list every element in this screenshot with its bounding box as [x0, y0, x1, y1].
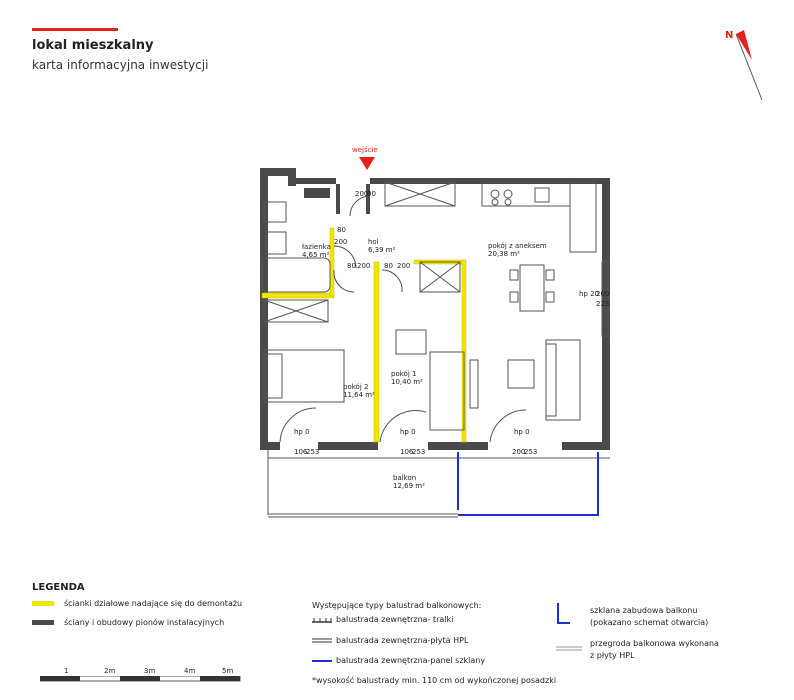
balustrade-lines: [268, 514, 458, 517]
legend-item-demolition: ścianki działowe nadające się do demontażu: [64, 599, 243, 608]
entrance-label: wejście: [352, 146, 378, 154]
dim-balcony-door-3-hp: hp 0: [514, 428, 530, 436]
legend-swatch-walls: [32, 620, 54, 625]
room-label-lazienka: łazienka 4,65 m²: [302, 243, 331, 259]
dim-hol-left-w: 80: [347, 262, 356, 270]
room-label-pokoj-1: pokój 1 10,40 m²: [391, 370, 423, 386]
dim-balcony-door-1-h: 253: [306, 448, 320, 456]
dim-entrance-h: 90: [367, 190, 376, 198]
balustrade-tralki: balustrada zewnętrzna- tralki: [336, 615, 454, 624]
dim-window-hp: hp 20: [579, 290, 600, 298]
legend-glass-enclosure-note: (pokazano schemat otwarcia): [590, 618, 709, 627]
dim-balcony-door-3-h: 253: [524, 448, 538, 456]
legend-glass-enclosure: szklana zabudowa balkonu: [590, 606, 698, 615]
dim-balcony-door-3-w: 200: [512, 448, 526, 456]
scale-tick-3: 3m: [144, 667, 156, 675]
balustrade-glass-icon: [312, 658, 332, 664]
dim-lazienka-w: 80: [337, 226, 346, 234]
scale-tick-5: 5m: [222, 667, 234, 675]
scale-bar: [40, 676, 250, 690]
room-label-pokoj-z-aneksem: pokój z aneksem 20,38 m²: [488, 242, 547, 258]
scale-tick-2: 2m: [104, 667, 116, 675]
dim-lazienka-h: 200: [334, 238, 348, 246]
legend-hpl-partition-note: z płyty HPL: [590, 651, 635, 660]
balustrade-glass: balustrada zewnętrzna-panel szklany: [336, 656, 486, 665]
legend-item-walls: ściany i obudowy pionów instalacyjnych: [64, 618, 225, 627]
dim-hol-right-w: 80: [384, 262, 393, 270]
dim-balcony-door-1-hp: hp 0: [294, 428, 310, 436]
compass-label: N: [725, 30, 734, 41]
room-label-hol: hol 6,39 m²: [368, 238, 396, 254]
legend-hpl-partition: przegroda balkonowa wykonana: [590, 639, 719, 648]
balustrade-tralki-icon: [312, 616, 332, 624]
glass-enclosure-icon: [556, 603, 570, 627]
dim-window-w: 200: [596, 290, 610, 298]
balustrade-hpl: balustrada zewnętrzna-płyta HPL: [336, 636, 469, 645]
balustrade-note: *wysokość balustrady min. 110 cm od wykończonej posadzki: [312, 676, 557, 685]
dim-hol-left-h: 200: [357, 262, 371, 270]
dim-entrance-w: 200: [355, 190, 369, 198]
dim-hol-right-h: 200: [397, 262, 411, 270]
room-label-balkon: balkon 12,69 m²: [393, 474, 425, 490]
page-subtitle: karta informacyjna inwestycji: [32, 58, 209, 72]
floor-plan: [250, 160, 620, 520]
page-title: lokal mieszkalny: [32, 38, 154, 53]
legend-swatch-demolition: [32, 601, 54, 606]
dim-balcony-door-1-w: 106: [294, 448, 308, 456]
legend-title: LEGENDA: [32, 582, 85, 593]
interior-lines: [262, 182, 610, 515]
dim-balcony-door-2-h: 253: [412, 448, 426, 456]
room-label-pokoj-2: pokój 2 11,64 m²: [343, 383, 375, 399]
glass-panel-lines: [458, 452, 598, 515]
north-arrow-icon: [722, 22, 772, 104]
dim-window-h: 223: [596, 300, 610, 308]
header-accent-bar: [32, 28, 118, 31]
dim-balcony-door-2-hp: hp 0: [400, 428, 416, 436]
scale-tick-4: 4m: [184, 667, 196, 675]
balustrade-header: Występujące typy balustrad balkonowych:: [312, 601, 482, 610]
scale-tick-1: 1: [64, 667, 69, 675]
hpl-partition-icon: [556, 646, 582, 652]
dim-balcony-door-2-w: 106: [400, 448, 414, 456]
demolition-walls: [262, 228, 466, 442]
balustrade-hpl-icon: [312, 638, 332, 644]
